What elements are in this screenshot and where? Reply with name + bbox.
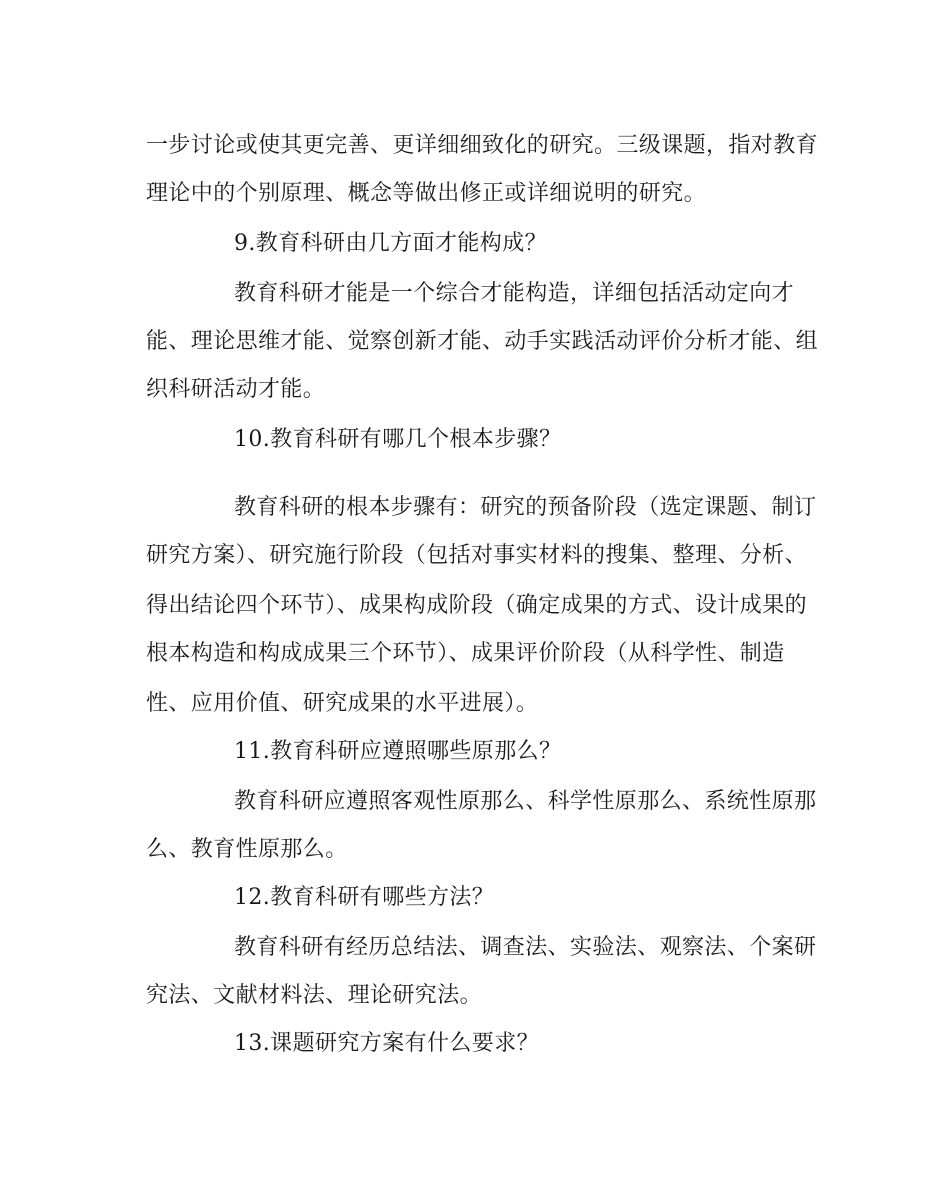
question-heading: 13.课题研究方案有什么要求？ (234, 1031, 539, 1056)
paragraph-line: 究法、文献材料法、理论研究法。 (146, 983, 483, 1008)
paragraph-line: 研究方案）、研究施行阶段（包括对事实材料的搜集、整理、分析、 (146, 543, 808, 568)
paragraph-line: 教育科研才能是一个综合才能构造，详细包括活动定向才 (234, 281, 795, 306)
paragraph-line: 教育科研的根本步骤有：研究的预备阶段（选定课题、制订 (234, 495, 817, 520)
question-heading: 11.教育科研应遵照哪些原那么？ (234, 739, 562, 764)
question-heading: 9.教育科研由几方面才能构成？ (234, 231, 547, 256)
question-heading: 12.教育科研有哪些方法？ (234, 885, 495, 910)
paragraph-line: 能、理论思维才能、觉察创新才能、动手实践活动评价分析才能、组 (146, 329, 819, 354)
question-heading: 10.教育科研有哪几个根本步骤？ (234, 427, 562, 452)
paragraph-line: 教育科研应遵照客观性原那么、科学性原那么、系统性原那 (234, 789, 817, 814)
paragraph-line: 织科研活动才能。 (146, 377, 326, 402)
paragraph-line: 理论中的个别原理、概念等做出修正或详细说明的研究。 (146, 181, 707, 206)
paragraph-line: 根本构造和构成成果三个环节）、成果评价阶段（从科学性、制造 (146, 641, 785, 666)
paragraph-line: 教育科研有经历总结法、调查法、实验法、观察法、个案研 (234, 935, 817, 960)
paragraph-line: 么、教育性原那么。 (146, 837, 348, 862)
paragraph-line: 性、应用价值、研究成果的水平进展）。 (146, 691, 539, 716)
paragraph-line: 一步讨论或使其更完善、更详细细致化的研究。三级课题，指对教育 (146, 133, 819, 158)
paragraph-line: 得出结论四个环节）、成果构成阶段（确定成果的方式、设计成果的 (146, 593, 808, 618)
